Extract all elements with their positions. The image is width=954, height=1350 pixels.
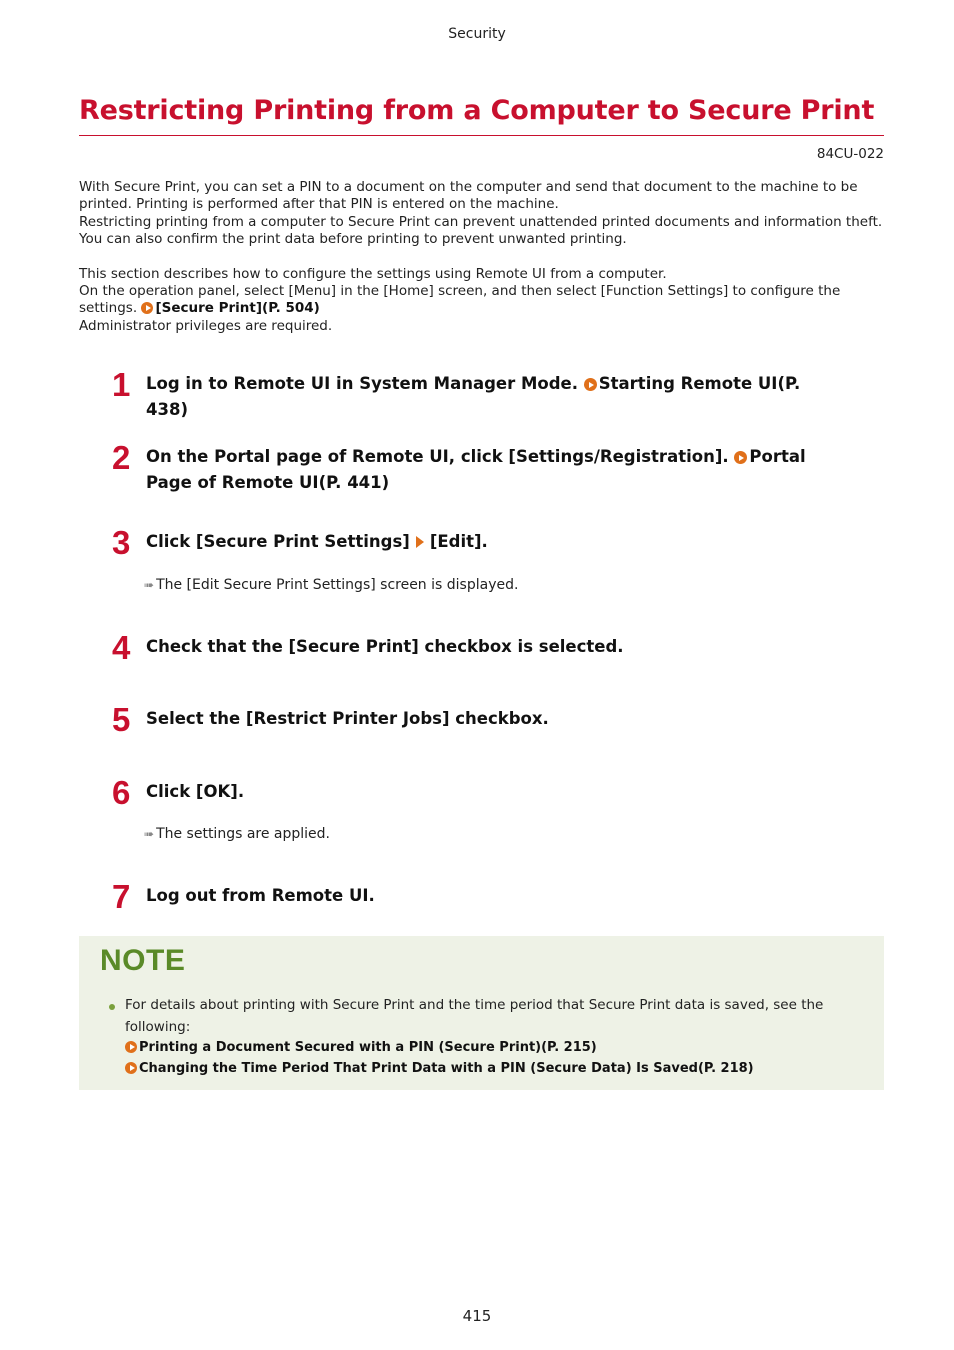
result-text: The settings are applied. bbox=[156, 826, 331, 842]
step-number: 3 bbox=[112, 524, 131, 561]
step-text bbox=[146, 444, 846, 496]
note-link-text[interactable]: Printing a Document Secured with a PIN (Secure Print)(P. 215) bbox=[139, 1040, 597, 1055]
note-title: NOTE bbox=[100, 944, 186, 977]
note-box bbox=[79, 936, 884, 1090]
step-link[interactable]: Starting Remote UI(P. 438) bbox=[146, 374, 801, 419]
step-instruction: Log in to Remote UI in System Manager Mode. bbox=[146, 374, 579, 393]
result-arrow-icon: ➠ bbox=[144, 578, 155, 592]
intro-paragraph: Restricting printing from a computer to Secure Print can prevent unattended printed documents and information theft. You can also confirm the print data before printing to prevent unwanted printing. bbox=[79, 213, 883, 248]
note-link-item[interactable] bbox=[125, 1061, 754, 1076]
intro-paragraph: With Secure Print, you can set a PIN to a document on the computer and send that document to the machine to be printed. Printing is performed after that PIN is entered on the machine. bbox=[79, 179, 858, 213]
step-number: 7 bbox=[112, 878, 131, 915]
step-text: Log out from Remote UI. bbox=[146, 886, 375, 905]
note-text: For details about printing with Secure Print and the time period that Secure Print data is saved, see the following: bbox=[125, 997, 824, 1035]
menu-arrow-icon bbox=[416, 536, 424, 548]
page-number: 415 bbox=[462, 1307, 492, 1325]
step-6-result bbox=[144, 826, 330, 842]
reference-arrow-icon bbox=[141, 302, 153, 314]
step-instruction: [Edit]. bbox=[429, 532, 488, 551]
page-title: Restricting Printing from a Computer to Secure Print bbox=[79, 95, 875, 126]
intro-paragraph-text: On the operation panel, select [Menu] in the [Home] screen, and then select [Function Settings] to configure the settings. bbox=[79, 283, 841, 317]
reference-arrow-icon bbox=[125, 1041, 137, 1053]
intro-section bbox=[79, 179, 884, 335]
step-instruction: Click [Secure Print Settings] bbox=[146, 532, 410, 551]
step-3-result bbox=[144, 577, 518, 593]
step-link[interactable]: Portal Page of Remote UI(P. 441) bbox=[146, 447, 806, 492]
bullet-icon bbox=[109, 1004, 115, 1010]
intro-paragraph: This section describes how to configure the settings using Remote UI from a computer. bbox=[79, 265, 667, 282]
step-number: 5 bbox=[112, 701, 131, 738]
running-header: Security bbox=[448, 26, 506, 42]
step-number: 1 bbox=[112, 366, 131, 403]
step-text bbox=[146, 371, 846, 423]
note-link-text[interactable]: Changing the Time Period That Print Data with a PIN (Secure Data) Is Saved(P. 218) bbox=[139, 1061, 754, 1076]
step-text bbox=[146, 529, 846, 555]
result-arrow-icon: ➠ bbox=[144, 827, 155, 841]
intro-paragraph bbox=[79, 283, 884, 318]
step-instruction: On the Portal page of Remote UI, click [Settings/Registration]. bbox=[146, 447, 729, 466]
reference-arrow-icon bbox=[584, 378, 597, 391]
step-number: 2 bbox=[112, 439, 131, 476]
step-number: 4 bbox=[112, 629, 131, 666]
reference-arrow-icon bbox=[125, 1062, 137, 1074]
result-text: The [Edit Secure Print Settings] screen is displayed. bbox=[156, 577, 519, 593]
note-link-item[interactable] bbox=[125, 1040, 597, 1055]
document-code: 84CU-022 bbox=[816, 146, 884, 162]
intro-paragraph: Administrator privileges are required. bbox=[79, 317, 333, 334]
step-text: Check that the [Secure Print] checkbox is selected. bbox=[146, 637, 624, 656]
title-underline bbox=[79, 135, 884, 136]
reference-arrow-icon bbox=[734, 451, 747, 464]
secure-print-link[interactable]: [Secure Print](P. 504) bbox=[155, 300, 320, 317]
step-text: Select the [Restrict Printer Jobs] checkbox. bbox=[146, 709, 549, 728]
step-text: Click [OK]. bbox=[146, 782, 245, 801]
step-number: 6 bbox=[112, 774, 131, 811]
